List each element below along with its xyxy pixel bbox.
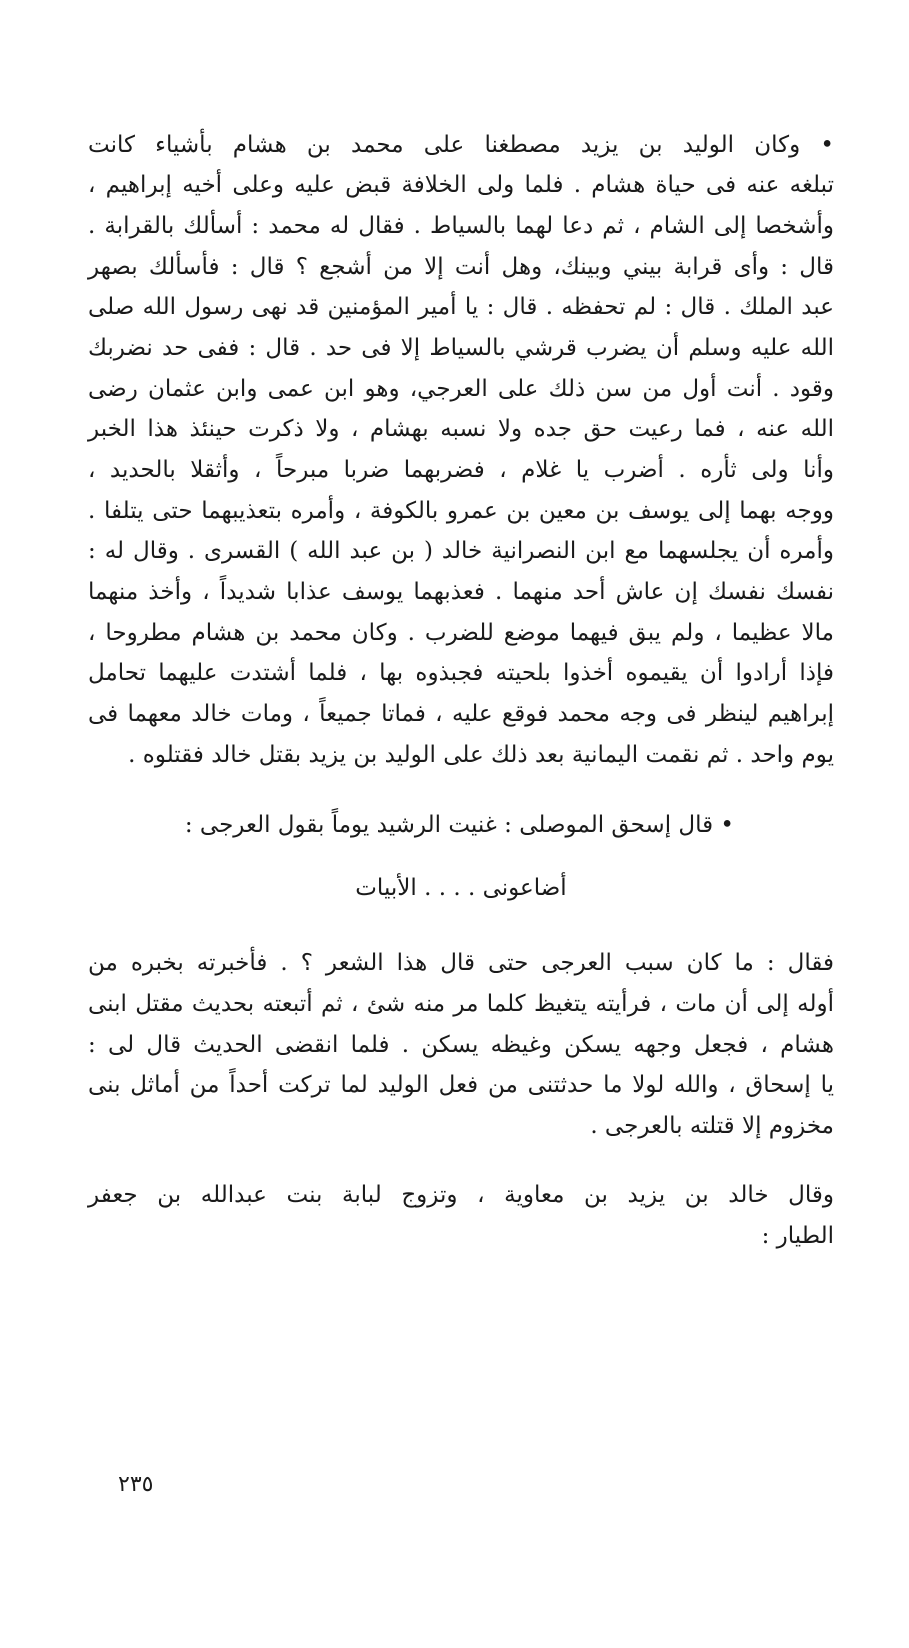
quote-intro: • قال إسحق الموصلى : غنيت الرشيد يوماً بقول العرجى : <box>184 812 734 838</box>
paragraph2-line: فقال : ما كان سبب العرجى حتى قال هذا الشعر ؟ . فأخبرته بخبره من <box>88 950 834 976</box>
paragraph1-line: وأمره أن يجلسهما مع ابن النصرانية خالد ( بن عبد الله ) القسرى . وقال له : <box>88 538 834 564</box>
paragraph2-line: يا إسحاق ، والله لولا ما حدثتنى من فعل الوليد لما تركت أحداً من أماثل بنى <box>88 1072 834 1098</box>
paragraph1-line: الله عنه ، فما رعيت حق جده ولا نسبه بهشام ، ولا ذكرت حينئذ هذا الخبر <box>88 416 834 442</box>
verse-line: أضاعونى . . . . الأبيات <box>355 875 567 901</box>
paragraph1-line: يوم واحد . ثم نقمت اليمانية بعد ذلك على الوليد بن يزيد بقتل خالد فقتلوه . <box>128 742 834 768</box>
paragraph1-line: نفسك نفسك إن عاش أحد منهما . فعذبهما يوسف عذابا شديداً ، وأخذ منهما <box>88 579 834 605</box>
paragraph1-line: عبد الملك . قال : لم تحفظه . قال : يا أمير المؤمنين قد نهى رسول الله صلى <box>88 294 834 320</box>
paragraph1-line: وأشخصا إلى الشام ، ثم دعا لهما بالسياط . فقال له محمد : أسألك بالقرابة . <box>88 213 834 239</box>
paragraph2-line: هشام ، فجعل وجهه يسكن وغيظه يسكن . فلما انقضى الحديث قال لى : <box>88 1032 834 1058</box>
paragraph1-line: ووجه بهما إلى يوسف بن معين بن عمرو بالكوفة ، وأمره بتعذيبهما حتى يتلفا . <box>88 498 834 524</box>
paragraph3-line: وقال خالد بن يزيد بن معاوية ، وتزوج لبابة بنت عبدالله بن جعفر <box>88 1182 834 1208</box>
paragraph1-line: • وكان الوليد بن يزيد مصطغنا على محمد بن هشام بأشياء كانت <box>88 132 834 158</box>
paragraph1-line: إبراهيم لينظر فى وجه محمد فوقع عليه ، فماتا جميعاً ، ومات خالد معهما فى <box>88 701 834 727</box>
paragraph1-line: تبلغه عنه فى حياة هشام . فلما ولى الخلافة قبض عليه وعلى أخيه إبراهيم ، <box>88 172 834 198</box>
paragraph2-line: مخزوم إلا قتلته بالعرجى . <box>590 1113 834 1139</box>
paragraph1-line: فإذا أرادوا أن يقيموه أخذوا بلحيته فجبذوه بها ، فلما أشتدت عليهما تحامل <box>88 660 834 686</box>
paragraph1-line: قال : وأى قرابة بيني وبينك، وهل أنت إلا من أشجع ؟ قال : فأسألك بصهر <box>88 254 834 280</box>
paragraph1-line: الله عليه وسلم أن يضرب قرشي بالسياط إلا فى حد . قال : ففى حد نضربك <box>88 335 834 361</box>
paragraph1-line: مالا عظيما ، ولم يبق فيهما موضع للضرب . وكان محمد بن هشام مطروحا ، <box>88 620 834 646</box>
paragraph2-line: أوله إلى أن مات ، فرأيته يتغيظ كلما مر منه شئ ، ثم أتبعته بحديث مقتل ابنى <box>88 991 834 1017</box>
paragraph1-line: وأنا ولى ثأره . أضرب يا غلام ، فضربهما ضربا مبرحاً ، وأثقلا بالحديد ، <box>88 457 834 483</box>
page-number: ٢٣٥ <box>118 1472 154 1497</box>
paragraph1-line: وقود . أنت أول من سن ذلك على العرجي، وهو ابن عمى وابن عثمان رضى <box>88 376 834 402</box>
paragraph3-line: الطيار : <box>761 1223 834 1249</box>
